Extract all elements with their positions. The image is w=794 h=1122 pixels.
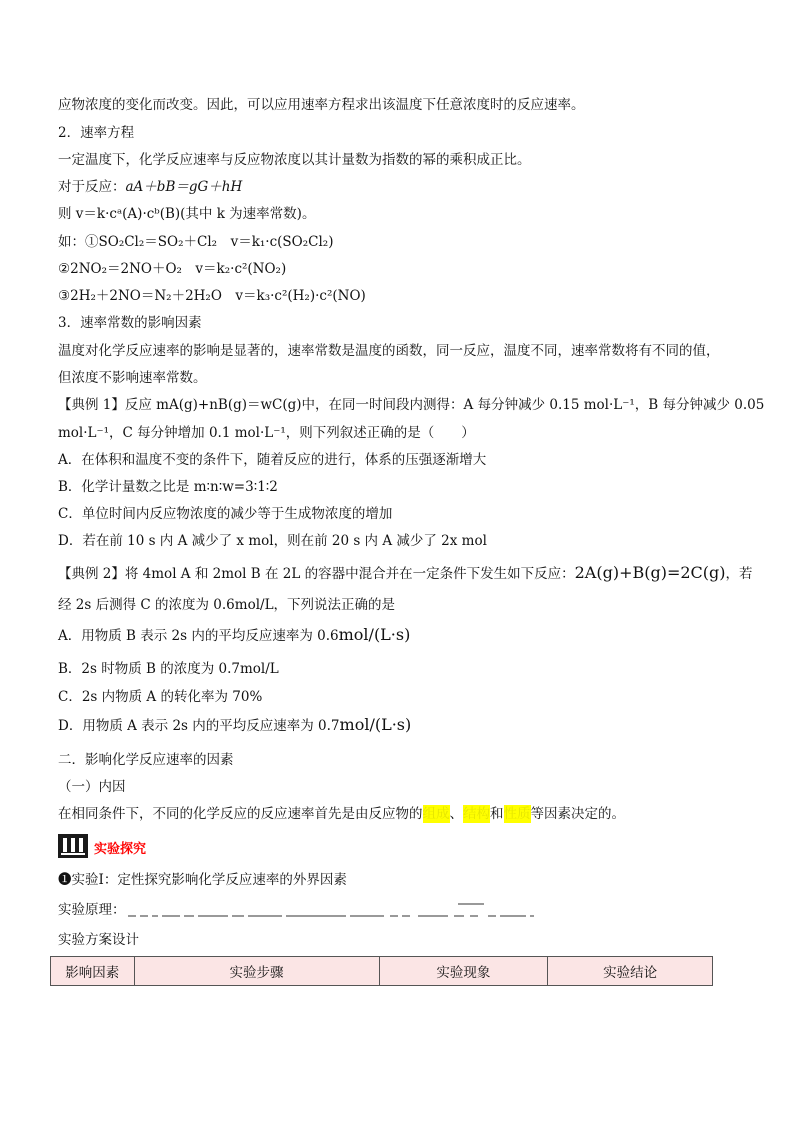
experiment-table: [50, 956, 713, 986]
option-b: B．2s 时物质 B 的浓度为 0.7mol/L: [58, 661, 279, 677]
option-c: C．2s 内物质 A 的转化率为 70%: [58, 689, 263, 705]
option-a: [58, 626, 410, 645]
table-header-cell: 实验现象: [379, 957, 548, 986]
text-span: D．用物质 A 表示 2s 内的平均反应速率为 0.7: [58, 718, 340, 734]
text-line: 应物浓度的变化而改变。因此，可以应用速率方程求出该温度下任意浓度时的反应速率。: [58, 97, 585, 113]
text-span: 等因素决定的。: [530, 806, 625, 822]
example-equation: ②2NO₂＝2NO＋O₂ v＝k₂·c²(NO₂): [58, 261, 287, 277]
rate-equation: 则 v＝k·cᵃ(A)·cᵇ(B)(其中 k 为速率常数)。: [58, 206, 316, 222]
option-d: D．若在前 10 s 内 A 减少了 x mol，则在前 20 s 内 A 减少了 2x mol: [58, 533, 487, 549]
text-span: A．用物质 B 表示 2s 内的平均反应速率为 0.6: [58, 628, 339, 644]
example-equation: ③2H₂＋2NO＝N₂＋2H₂O v＝k₃·c²(H₂)·c²(NO): [58, 288, 366, 304]
equation: 2A(g)+B(g)=2C(g): [574, 563, 726, 582]
experiment-design-label: 实验方案设计: [58, 932, 139, 948]
experiment-principle-label: 实验原理：: [58, 902, 126, 918]
section-heading: 3．速率常数的影响因素: [58, 315, 202, 331]
table-header-row: [51, 957, 713, 986]
question-stem: 经 2s 后测得 C 的浓度为 0.6mol/L，下列说法正确的是: [58, 597, 396, 613]
text-span: 对于反应：: [58, 179, 126, 195]
table-header-cell: 实验结论: [548, 957, 713, 986]
option-b: B．化学计量数之比是 m∶n∶w=3∶1∶2: [58, 479, 278, 495]
highlight-blank: 性质: [503, 806, 531, 822]
highlight-blank: 结构: [463, 806, 490, 822]
question-stem: 【典例 1】反应 mA(g)+nB(g)＝wC(g)中，在同一时间段内测得：A 每分钟减少 0.15 mol·L⁻¹，B 每分钟减少 0.05: [58, 397, 765, 413]
option-a: A．在体积和温度不变的条件下，随着反应的进行，体系的压强逐渐增大: [58, 452, 487, 468]
unit: mol/(L·s): [338, 625, 411, 644]
subsection-heading: （一）内因: [58, 779, 126, 795]
option-d: [58, 716, 411, 735]
section-heading: 2．速率方程: [58, 125, 135, 141]
section-heading: 二．影响化学反应速率的因素: [58, 752, 234, 768]
text-span: 和: [490, 806, 504, 822]
text-line: [58, 805, 625, 823]
question-stem: [58, 564, 753, 583]
text-line: 温度对化学反应速率的影响是显著的，速率常数是温度的函数，同一反应，温度不同，速率常数将有不同的值，: [58, 343, 720, 359]
unit: mol/(L·s): [339, 715, 412, 734]
answer-blank-line: [128, 896, 568, 922]
table-header-cell: 影响因素: [51, 957, 135, 986]
text-span: 、: [449, 806, 463, 822]
option-c: C．单位时间内反应物浓度的减少等于生成物浓度的增加: [58, 506, 393, 522]
table-header-cell: 实验步骤: [134, 957, 379, 986]
highlight-blank: 组成: [422, 806, 450, 822]
question-stem: mol·L⁻¹，C 每分钟增加 0.1 mol·L⁻¹，则下列叙述正确的是（ ）: [58, 425, 475, 441]
experiment-title: 实验探究: [94, 842, 147, 857]
example-equation: 如：①SO₂Cl₂＝SO₂＋Cl₂ v＝k₁·c(SO₂Cl₂): [58, 234, 334, 250]
test-tube-rack-icon: [58, 834, 88, 858]
text-span: 在相同条件下，不同的化学反应的反应速率首先是由反应物的: [58, 806, 423, 822]
text-line: 但浓度不影响速率常数。: [58, 370, 207, 386]
equation: aA＋bB＝gG＋hH: [125, 179, 243, 195]
experiment-heading: ❶实验Ⅰ：定性探究影响化学反应速率的外界因素: [58, 872, 347, 888]
text-span: 【典例 2】将 4mol A 和 2mol B 在 2L 的容器中混合并在一定条件下发生如下反应：: [58, 566, 575, 582]
text-line: 一定温度下，化学反应速率与反应物浓度以其计量数为指数的幂的乘积成正比。: [58, 152, 531, 168]
text-line: [58, 178, 242, 196]
text-span: ，若: [725, 566, 753, 582]
